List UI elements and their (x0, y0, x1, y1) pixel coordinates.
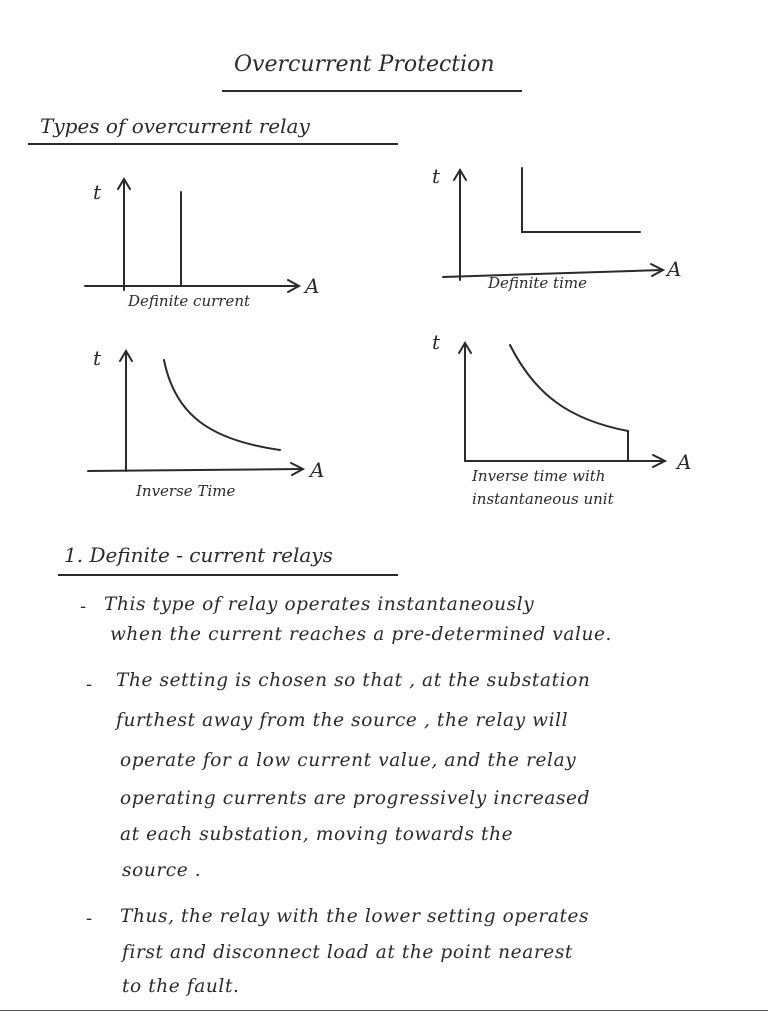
plot3-a-label: A (310, 458, 325, 482)
plot1-t-label: t (93, 180, 102, 204)
bullet2-dash: - (86, 674, 93, 695)
bullet2-line3: operate for a low current value, and the relay (120, 750, 577, 771)
bullet2-line5: at each substation, moving towards the (120, 824, 514, 845)
page-bottom-edge (0, 1010, 768, 1011)
title-underline (222, 90, 522, 92)
bullet1-dash: - (80, 596, 87, 617)
bullet1-line2: when the current reaches a pre-determined value. (110, 624, 613, 645)
definite-current-plot (80, 175, 310, 295)
bullet2-line4: operating currents are progressively increased (120, 788, 591, 809)
bullet3-line2: first and disconnect load at the point nearest (122, 942, 573, 963)
inverse-curve (164, 360, 280, 450)
definite-time-plot (440, 160, 670, 280)
bullet1-line1: This type of relay operates instantaneously (104, 594, 535, 615)
bullet3-line3: to the fault. (122, 976, 240, 997)
plot1-a-label: A (305, 274, 320, 298)
plot2-a-label: A (667, 257, 682, 281)
plot2-caption: Definite time (488, 274, 587, 292)
plot4-t-label: t (432, 330, 441, 354)
plot3-t-label: t (93, 346, 102, 370)
inverse-instant-plot (440, 335, 670, 465)
bullet2-line1: The setting is chosen so that , at the substation (116, 670, 591, 691)
bullet2-line6: source . (122, 860, 202, 881)
plot2-t-label: t (432, 164, 441, 188)
subsection-heading: 1. Definite - current relays (64, 543, 333, 567)
plot1-caption: Definite current (128, 292, 251, 310)
plot3-caption: Inverse Time (136, 482, 236, 500)
plot4-caption-line1: Inverse time with (472, 467, 606, 485)
plot4-caption-line2: instantaneous unit (472, 490, 614, 508)
bullet3-dash: - (86, 908, 93, 929)
subsection-underline (58, 574, 398, 576)
definite-time-curve (522, 168, 640, 232)
bullet3-line1: Thus, the relay with the lower setting operates (120, 906, 590, 927)
inverse-instant-curve (510, 345, 628, 461)
inverse-time-plot (80, 345, 310, 475)
a-axis (88, 469, 302, 471)
bullet2-line2: furthest away from the source , the relay will (116, 710, 569, 731)
section-underline (28, 143, 398, 145)
plot4-a-label: A (677, 450, 692, 474)
page-title: Overcurrent Protection (234, 52, 495, 77)
section-heading: Types of overcurrent relay (40, 114, 310, 138)
